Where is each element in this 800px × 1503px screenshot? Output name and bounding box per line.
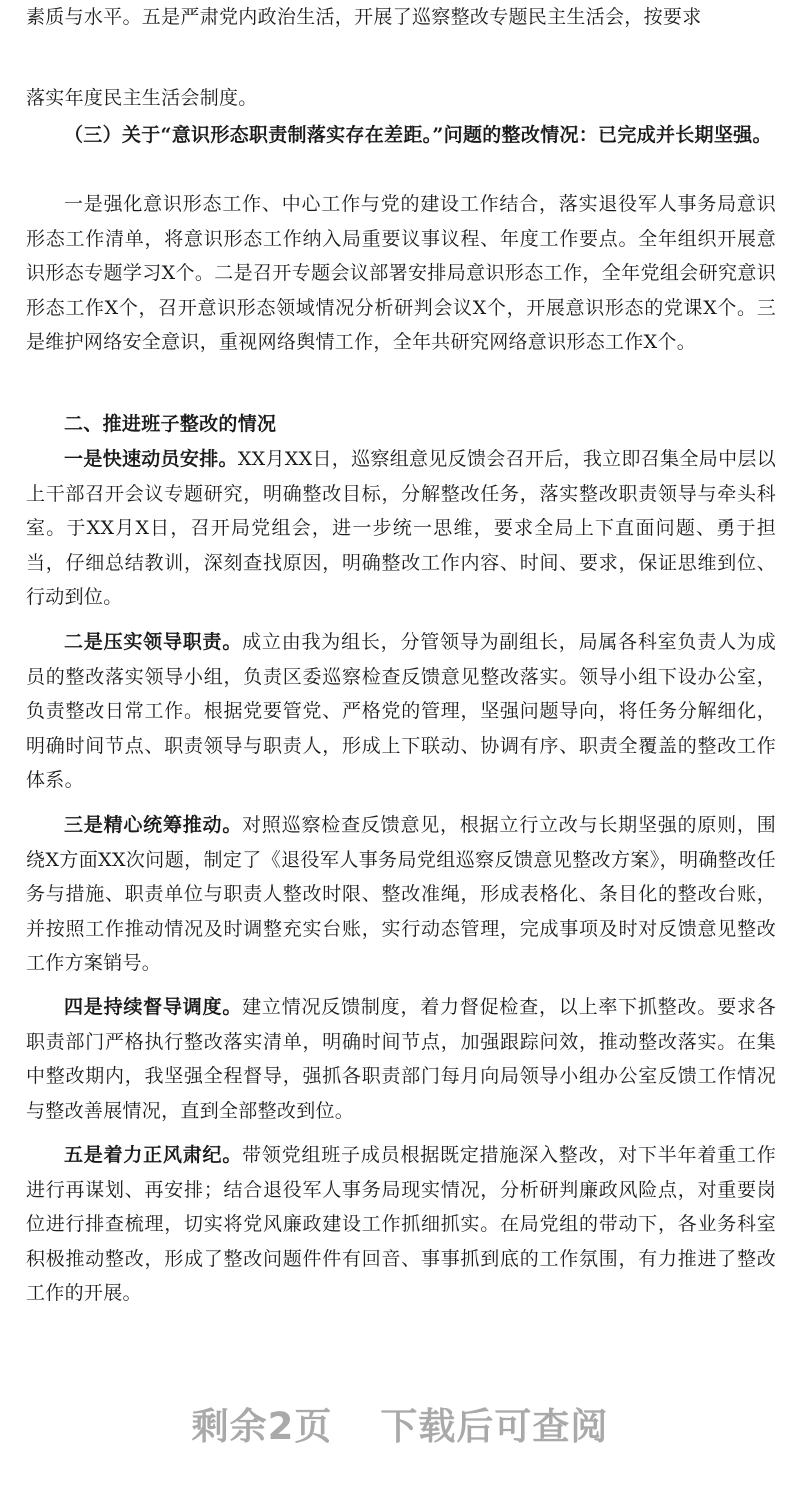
- paragraph-mobilization: [26, 442, 776, 615]
- section-heading-team-rectification: 二、推进班子整改的情况: [64, 413, 277, 435]
- section-heading-ideology: （三）关于“意识形态职责制落实存在差距。”问题的整改情况：已完成并长期坚强。: [64, 124, 772, 146]
- paragraph-supervision: [26, 990, 776, 1128]
- paragraph-coordination: [26, 808, 776, 981]
- paragraph-body: 对照巡察检查反馈意见，根据立行立改与长期坚强的原则，围绕X方面XX次问题，制定了《退役军人事务局党组巡察反馈意见整改方案》，明确整改任务与措施、职责单位与职责人整改时限、整改准绳，形成表格化、条目化的整改台账，并按照工作推动情况及时调整充实台账，实行动态管理，完成事项及时对反馈意见整改工作方案销号。: [26, 814, 776, 974]
- remaining-pages-label: 剩余2页: [191, 1405, 333, 1448]
- download-prompt-banner[interactable]: [0, 1396, 800, 1450]
- paragraph-lead: 五是着力正风肃纪。: [64, 1144, 243, 1166]
- paragraph-leadership-duty: [26, 625, 776, 798]
- paragraph-body: 建立情况反馈制度，着力督促检查，以上率下抓整改。要求各职责部门严格执行整改落实清单，明确时间节点，加强跟踪问效，推动整改落实。在集中整改期内，我坚强全程督导，强抓各职责部门每月向局领导小组办公室反馈工作情况与整改善展情况，直到全部整改到位。: [26, 996, 776, 1122]
- paragraph-lead: 二是压实领导职责。: [64, 631, 243, 653]
- paragraph-continuation: 素质与水平。五是严肃党内政治生活，开展了巡察整改专题民主生活会，按要求: [26, 6, 702, 28]
- paragraph-lead: 一是快速动员安排。: [64, 448, 238, 470]
- paragraph-body: XX月XX日，巡察组意见反馈会召开后，我立即召集全局中层以上干部召开会议专题研究，明确整改目标，分解整改任务，落实整改职责领导与牵头科室。于XX月X日，召开局党组会，进一步统一思维，要求全局上下直面问题、勇于担当，仔细总结教训，深刻查找原因，明确整改工作内容、时间、要求，保证思维到位、行动到位。: [26, 448, 776, 608]
- paragraph-body: 成立由我为组长，分管领导为副组长，局属各科室负责人为成员的整改落实领导小组，负责区委巡察检查反馈意见整改落实。领导小组下设办公室，负责整改日常工作。根据党要管党、严格党的管理，坚强问题导向，将任务分解细化，明确时间节点、职责领导与职责人，形成上下联动、协调有序、职责全覆盖的整改工作体系。: [26, 631, 776, 791]
- paragraph-continuation-end: 落实年度民主生活会制度。: [26, 87, 258, 109]
- paragraph-ideology-measures: 一是强化意识形态工作、中心工作与党的建设工作结合，落实退役军人事务局意识形态工作清单，将意识形态工作纳入局重要议事议程、年度工作要点。全年组织开展意识形态专题学习X个。二是召开专题会议部署安排局意识形态工作，全年党组会研究意识形态工作X个，召开意识形态领域情况分析研判会议X个，开展意识形态的党课X个。三是维护网络安全意识，重视网络舆情工作，全年共研究网络意识形态工作X个。: [26, 193, 776, 353]
- paragraph-lead: 四是持续督导调度。: [64, 996, 243, 1018]
- download-to-view-label: 下载后可查阅: [380, 1405, 609, 1448]
- paragraph-body: 带领党组班子成员根据既定措施深入整改，对下半年着重工作进行再谋划、再安排；结合退役军人事务局现实情况，分析研判廉政风险点，对重要岗位进行排查梳理，切实将党风廉政建设工作抓细抓实。在局党组的带动下，各业务科室积极推动整改，形成了整改问题件件有回音、事事抓到底的工作氛围，有力推进了整改工作的开展。: [26, 1144, 776, 1304]
- paragraph-lead: 三是精心统筹推动。: [64, 814, 243, 836]
- paragraph-discipline: [26, 1138, 776, 1311]
